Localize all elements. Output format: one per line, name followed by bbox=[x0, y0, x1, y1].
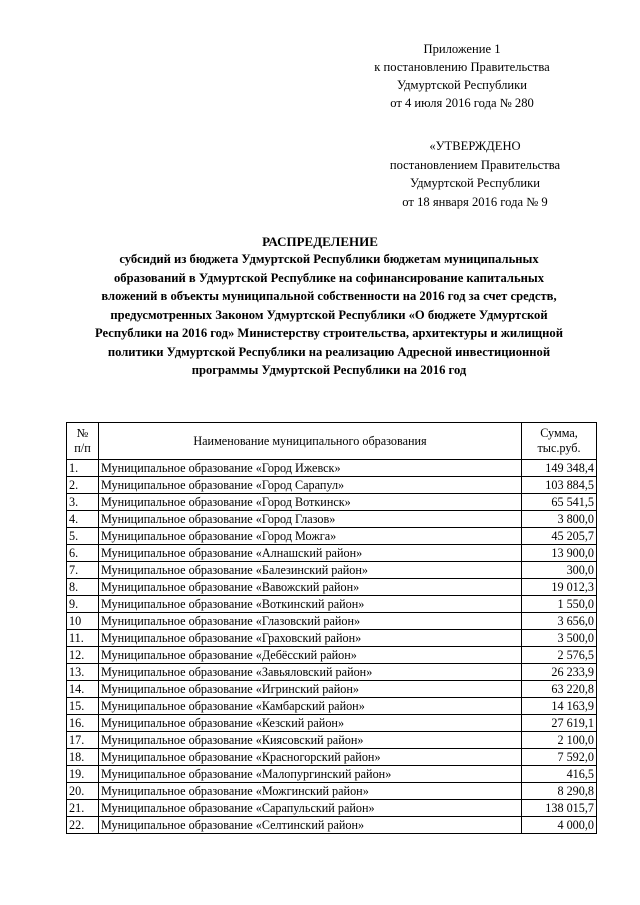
table-row bbox=[67, 766, 597, 783]
row-name: Муниципальное образование «Город Глазов» bbox=[99, 511, 522, 528]
document-subtitle bbox=[70, 250, 588, 380]
row-number: 15. bbox=[67, 698, 99, 715]
row-name: Муниципальное образование «Город Ижевск» bbox=[99, 460, 522, 477]
row-sum: 4 000,0 bbox=[522, 817, 597, 834]
row-name: Муниципальное образование «Игринский район» bbox=[99, 681, 522, 698]
row-sum: 1 550,0 bbox=[522, 596, 597, 613]
header-number bbox=[67, 423, 99, 460]
table-row bbox=[67, 715, 597, 732]
row-number: 7. bbox=[67, 562, 99, 579]
row-sum: 45 205,7 bbox=[522, 528, 597, 545]
table-row bbox=[67, 494, 597, 511]
table-row bbox=[67, 664, 597, 681]
table-row bbox=[67, 613, 597, 630]
row-number: 11. bbox=[67, 630, 99, 647]
document-title: РАСПРЕДЕЛЕНИЕ bbox=[262, 234, 378, 249]
row-number: 2. bbox=[67, 477, 99, 494]
annex-line: от 4 июля 2016 года № 280 bbox=[390, 96, 534, 110]
header-sum-line: Сумма, bbox=[540, 426, 578, 440]
row-number: 5. bbox=[67, 528, 99, 545]
table-row bbox=[67, 817, 597, 834]
approval-line: «УТВЕРЖДЕНО bbox=[429, 139, 521, 153]
row-sum: 19 012,3 bbox=[522, 579, 597, 596]
row-sum: 27 619,1 bbox=[522, 715, 597, 732]
table-row bbox=[67, 579, 597, 596]
header-name: Наименование муниципального образования bbox=[99, 423, 522, 460]
header-sum-line: тыс.руб. bbox=[537, 441, 581, 455]
row-sum: 416,5 bbox=[522, 766, 597, 783]
distribution-table bbox=[66, 422, 597, 834]
row-name: Муниципальное образование «Город Можга» bbox=[99, 528, 522, 545]
annex-line: к постановлению Правительства bbox=[374, 60, 550, 74]
table-row bbox=[67, 749, 597, 766]
table-row bbox=[67, 596, 597, 613]
annex-line: Приложение 1 bbox=[423, 42, 501, 56]
row-number: 19. bbox=[67, 766, 99, 783]
row-name: Муниципальное образование «Граховский район» bbox=[99, 630, 522, 647]
row-sum: 138 015,7 bbox=[522, 800, 597, 817]
row-number: 12. bbox=[67, 647, 99, 664]
row-sum: 103 884,5 bbox=[522, 477, 597, 494]
row-name: Муниципальное образование «Алнашский район» bbox=[99, 545, 522, 562]
row-number: 6. bbox=[67, 545, 99, 562]
annex-line: Удмуртской Республики bbox=[396, 78, 528, 92]
row-number: 18. bbox=[67, 749, 99, 766]
subtitle-line: программы Удмуртской Республики на 2016 год bbox=[191, 363, 467, 377]
row-number: 4. bbox=[67, 511, 99, 528]
row-name: Муниципальное образование «Селтинский район» bbox=[99, 817, 522, 834]
row-sum: 300,0 bbox=[522, 562, 597, 579]
row-number: 9. bbox=[67, 596, 99, 613]
row-sum: 7 592,0 bbox=[522, 749, 597, 766]
subtitle-line: образований в Удмуртской Республике на софинансирование капитальных bbox=[113, 270, 544, 285]
table-body bbox=[67, 460, 597, 834]
approval-block bbox=[360, 137, 590, 211]
row-sum: 2 100,0 bbox=[522, 732, 597, 749]
table-row bbox=[67, 460, 597, 477]
table-row bbox=[67, 647, 597, 664]
table-row bbox=[67, 477, 597, 494]
row-name: Муниципальное образование «Город Сарапул» bbox=[99, 477, 522, 494]
approval-line: от 18 января 2016 года № 9 bbox=[402, 194, 548, 209]
table-header-row bbox=[67, 423, 597, 460]
row-sum: 63 220,8 bbox=[522, 681, 597, 698]
approval-line: постановлением Правительства bbox=[389, 157, 561, 172]
table-row bbox=[67, 698, 597, 715]
row-number: 20. bbox=[67, 783, 99, 800]
row-name: Муниципальное образование «Киясовский район» bbox=[99, 732, 522, 749]
subtitle-line: Республики на 2016 год» Министерству строительства, архитектуры и жилищной bbox=[95, 326, 563, 340]
header-sum bbox=[522, 423, 597, 460]
table-row bbox=[67, 732, 597, 749]
row-number: 22. bbox=[67, 817, 99, 834]
header-number-line: п/п bbox=[74, 441, 91, 455]
row-sum: 26 233,9 bbox=[522, 664, 597, 681]
row-number: 14. bbox=[67, 681, 99, 698]
table-row bbox=[67, 562, 597, 579]
table-row bbox=[67, 528, 597, 545]
row-number: 16. bbox=[67, 715, 99, 732]
row-name: Муниципальное образование «Завьяловский район» bbox=[99, 664, 522, 681]
row-name: Муниципальное образование «Красногорский район» bbox=[99, 749, 522, 766]
table-row bbox=[67, 681, 597, 698]
row-sum: 3 656,0 bbox=[522, 613, 597, 630]
row-name: Муниципальное образование «Можгинский район» bbox=[99, 783, 522, 800]
row-sum: 3 800,0 bbox=[522, 511, 597, 528]
subtitle-line: политики Удмуртской Республики на реализацию Адресной инвестиционной bbox=[107, 344, 551, 359]
row-number: 13. bbox=[67, 664, 99, 681]
row-name: Муниципальное образование «Дебёсский район» bbox=[99, 647, 522, 664]
row-sum: 149 348,4 bbox=[522, 460, 597, 477]
row-name: Муниципальное образование «Город Воткинск» bbox=[99, 494, 522, 511]
row-number: 17. bbox=[67, 732, 99, 749]
table-row bbox=[67, 511, 597, 528]
row-name: Муниципальное образование «Глазовский район» bbox=[99, 613, 522, 630]
approval-line: Удмуртской Республики bbox=[409, 176, 541, 190]
row-sum: 13 900,0 bbox=[522, 545, 597, 562]
row-number: 10 bbox=[67, 613, 99, 630]
row-name: Муниципальное образование «Камбарский район» bbox=[99, 698, 522, 715]
row-number: 8. bbox=[67, 579, 99, 596]
row-sum: 8 290,8 bbox=[522, 783, 597, 800]
row-sum: 14 163,9 bbox=[522, 698, 597, 715]
row-name: Муниципальное образование «Воткинский район» bbox=[99, 596, 522, 613]
table-row bbox=[67, 630, 597, 647]
header-number-line: № bbox=[76, 426, 89, 440]
row-sum: 65 541,5 bbox=[522, 494, 597, 511]
row-number: 3. bbox=[67, 494, 99, 511]
row-name: Муниципальное образование «Балезинский район» bbox=[99, 562, 522, 579]
row-sum: 3 500,0 bbox=[522, 630, 597, 647]
row-name: Муниципальное образование «Вавожский район» bbox=[99, 579, 522, 596]
row-sum: 2 576,5 bbox=[522, 647, 597, 664]
subtitle-line: предусмотренных Законом Удмуртской Республики «О бюджете Удмуртской bbox=[110, 307, 548, 322]
row-name: Муниципальное образование «Сарапульский район» bbox=[99, 800, 522, 817]
table-row bbox=[67, 545, 597, 562]
subtitle-line: вложений в объекты муниципальной собственности на 2016 год за счет средств, bbox=[101, 289, 557, 303]
table-row bbox=[67, 800, 597, 817]
subtitle-line: субсидий из бюджета Удмуртской Республики бюджетам муниципальных bbox=[119, 252, 539, 266]
row-name: Муниципальное образование «Кезский район» bbox=[99, 715, 522, 732]
table-row bbox=[67, 783, 597, 800]
row-number: 1. bbox=[67, 460, 99, 477]
annex-block bbox=[352, 40, 572, 112]
row-name: Муниципальное образование «Малопургинский район» bbox=[99, 766, 522, 783]
row-number: 21. bbox=[67, 800, 99, 817]
